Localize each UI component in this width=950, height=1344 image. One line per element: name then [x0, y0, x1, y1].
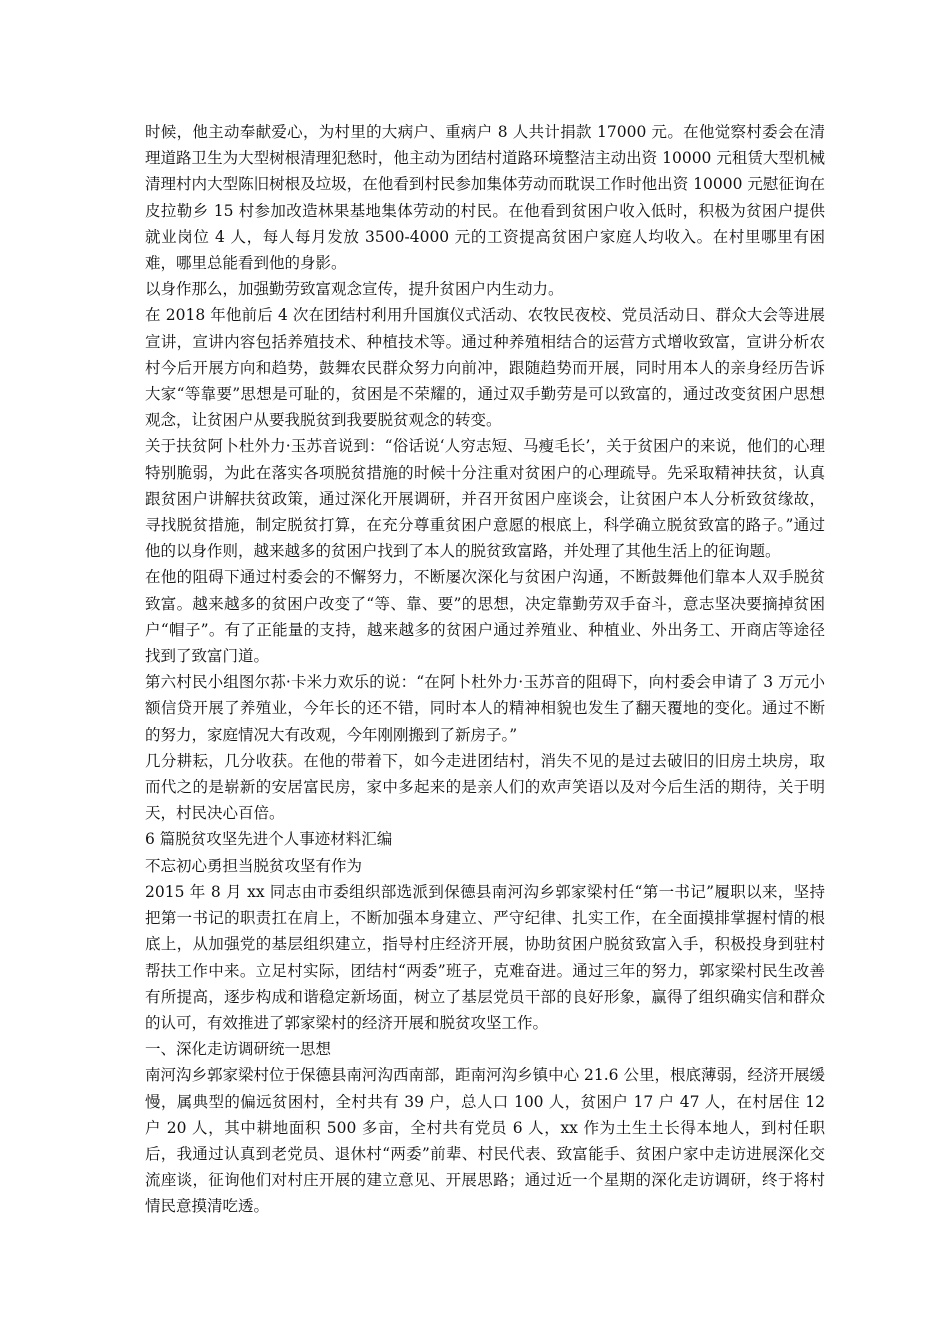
- paragraph-3: 在 2018 年他前后 4 次在团结村利用升国旗仪式活动、农牧民夜校、党员活动日、群众大会等进展宣讲，宣讲内容包括养殖技术、种植技术等。通过种养殖相结合的运营方式增收致富，宣讲分析农村今后开展方向和趋势，鼓舞农民群众努力向前冲，跟随趋势而开展，同时用本人的亲身经历告诉大家“等靠要”思想是可耻的，贫困是不荣耀的，通过双手勤劳是可以致富的，通过改变贫困户思想观念，让贫困户从要我脱贫到我要脱贫观念的转变。: [145, 306, 825, 430]
- paragraph-6: 第六村民小组图尔荪·卡米力欢乐的说：“在阿卜杜外力·玉苏音的阻碍下，向村委会申请了 3 万元小额信贷开展了养殖业，今年长的还不错，同时本人的精神相貌也发生了翻天覆地的变化。通过不断的努力，家庭情况大有改观，今年刚刚搬到了新房子。”: [145, 673, 825, 744]
- article-title: 不忘初心勇担当脱贫攻坚有作为: [145, 856, 363, 875]
- paragraph-7: 几分耕耘，几分收获。在他的带着下，如今走进团结村，消失不见的是过去破旧的旧房土块房，取而代之的是崭新的安居富民房，家中多起来的是亲人们的欢声笑语以及对今后生活的期待，关于明天，村民决心百倍。: [145, 751, 825, 823]
- paragraph-8: 2015 年 8 月 xx 同志由市委组织部选派到保德县南河沟乡郭家梁村任“第一书记”履职以来，坚持把第一书记的职责扛在肩上，不断加强本身建立、严守纪律、扎实工作，在全面摸排掌握村情的根底上，从加强党的基层组织建立，指导村庄经济开展，协助贫困户脱贫致富入手，积极投身到驻村帮扶工作中来。立足村实际，团结村“两委”班子，克难奋进。通过三年的努力，郭家梁村民生改善有所提高，逐步构成和谐稳定新场面，树立了基层党员干部的良好形象，赢得了组织确实信和群众的认可，有效推进了郭家梁村的经济开展和脱贫攻坚工作。: [145, 882, 825, 1032]
- paragraph-1: 时候，他主动奉献爱心，为村里的大病户、重病户 8 人共计捐款 17000 元。在他觉察村委会在清理道路卫生为大型树根清理犯愁时，他主动为团结村道路环境整洁主动出资 10000 元租赁大型机械清理村内大型陈旧树根及垃圾，在他看到村民参加集体劳动而耽误工作时他出资 10000 元慰征询在皮拉勒乡 15 村参加改造林果基地集体劳动的村民。在他看到贫困户收入低时，积极为贫困户提供就业岗位 4 人，每人每月发放 3500-4000 元的工资提高贫困户家庭人均收入。在村里哪里有困难，哪里总能看到他的身影。: [145, 123, 825, 273]
- paragraph-4: 关于扶贫阿卜杜外力·玉苏音说到：“俗话说‘人穷志短、马瘦毛长’，关于贫困户的来说，他们的心理特别脆弱，为此在落实各项脱贫措施的时候十分注重对贫困户的心理疏导。先采取精神扶贫，认真跟贫困户讲解扶贫政策，通过深化开展调研，并召开贫困户座谈会，让贫困户本人分析致贫缘故，寻找脱贫措施，制定脱贫打算，在充分尊重贫困户意愿的根底上，科学确立脱贫致富的路子。”通过他的以身作则，越来越多的贫困户找到了本人的脱贫致富路，并处理了其他生活上的征询题。: [145, 437, 825, 561]
- document-page: [145, 119, 825, 1220]
- paragraph-2: 以身作那么，加强勤劳致富观念宣传，提升贫困户内生动力。: [145, 280, 564, 299]
- paragraph-9: 南河沟乡郭家梁村位于保德县南河沟西南部，距南河沟乡镇中心 21.6 公里，根底薄弱，经济开展缓慢，属典型的偏远贫困村，全村共有 39 户，总人口 100 人，贫困户 17 户 47 人，在村居住 12 户 20 人，其中耕地面积 500 多亩，全村共有党员 6 人，xx 作为土生土长得本地人，到村任职后，我通过认真到老党员、退休村“两委”前辈、村民代表、致富能手、贫困户家中走访进展深化交流座谈，征询他们对村庄开展的建立意见、开展思路；通过近一个星期的深化走访调研，终于将村情民意摸清吃透。: [145, 1066, 825, 1216]
- subheading: 一、深化走访调研统一思想: [145, 1040, 332, 1059]
- section-title: 6 篇脱贫攻坚先进个人事迹材料汇编: [145, 830, 393, 849]
- paragraph-5: 在他的阻碍下通过村委会的不懈努力，不断屡次深化与贫困户沟通，不断鼓舞他们靠本人双手脱贫致富。越来越多的贫困户改变了“等、靠、要”的思想，决定靠勤劳双手奋斗，意志坚决要摘掉贫困户“帽子”。有了正能量的支持，越来越多的贫困户通过养殖业、种植业、外出务工、开商店等途径找到了致富门道。: [145, 568, 825, 666]
